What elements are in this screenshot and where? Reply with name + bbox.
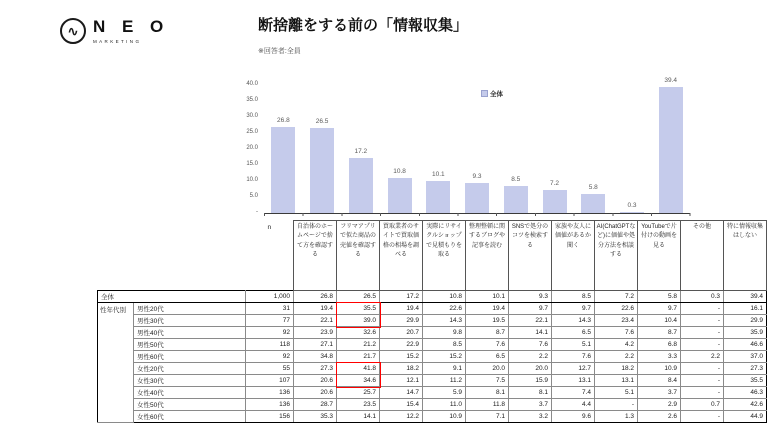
table-cell: 0.3 <box>681 291 724 303</box>
table-cell: 20.0 <box>466 363 509 375</box>
table-cell: 26.5 <box>337 291 380 303</box>
option-column-header: YouTubeで片付けの動画を見る <box>638 221 681 291</box>
table-cell: 3.3 <box>638 351 681 363</box>
table-cell: 9.3 <box>509 291 552 303</box>
table-row <box>98 399 767 411</box>
chart-plot <box>264 76 690 214</box>
table-cell: 18.2 <box>380 363 423 375</box>
bar-value-label: 0.3 <box>627 202 637 210</box>
table-row <box>98 387 767 399</box>
table-row <box>98 339 767 351</box>
table-cell: 22.6 <box>595 303 638 315</box>
bar-slot <box>303 85 342 213</box>
bar <box>349 158 373 213</box>
table-cell: 7.5 <box>466 375 509 387</box>
page-title: 断捨離をする前の「情報収集」 <box>258 17 469 34</box>
table-cell: 28.7 <box>294 399 337 411</box>
bar-slot <box>341 85 380 213</box>
table-cell: 29.9 <box>724 315 767 327</box>
row-label: 男性30代 <box>134 315 246 327</box>
logo-text <box>93 18 169 44</box>
table-row <box>98 291 767 303</box>
table-cell: 14.1 <box>509 327 552 339</box>
row-label: 全体 <box>98 291 246 303</box>
table-cell: 14.1 <box>337 411 380 423</box>
table-cell: 7.6 <box>552 351 595 363</box>
table-cell: 18.2 <box>595 363 638 375</box>
table-cell: 34.6 <box>337 375 380 387</box>
table-cell: 6.5 <box>466 351 509 363</box>
table-cell: 3.7 <box>509 399 552 411</box>
table-cell: 2.6 <box>638 411 681 423</box>
table-cell: 41.8 <box>337 363 380 375</box>
row-label: 男性60代 <box>134 351 246 363</box>
table-row <box>98 351 767 363</box>
bar-slot <box>574 85 613 213</box>
bar-value-label: 26.8 <box>277 117 290 125</box>
bar-value-label: 17.2 <box>354 147 368 155</box>
table-cell: 12.7 <box>552 363 595 375</box>
row-label: 女性40代 <box>134 387 246 399</box>
row-label: 男性40代 <box>134 327 246 339</box>
table-row <box>98 411 767 423</box>
table-cell: 32.6 <box>337 327 380 339</box>
table-cell: 22.1 <box>294 315 337 327</box>
table-cell: 4.4 <box>552 399 595 411</box>
table-cell: 2.2 <box>681 351 724 363</box>
table-cell: 21.7 <box>337 351 380 363</box>
table-cell: 22.9 <box>380 339 423 351</box>
table-cell: - <box>681 411 724 423</box>
table-cell: - <box>681 303 724 315</box>
table-cell: 7.1 <box>466 411 509 423</box>
table-cell: 15.2 <box>380 351 423 363</box>
table-cell: 9.8 <box>423 327 466 339</box>
y-tick-label: 20.0 <box>246 145 258 151</box>
group-label: 性年代別 <box>98 303 134 423</box>
table-cell: 35.5 <box>337 303 380 315</box>
y-tick-label: - <box>256 209 258 215</box>
table-cell: 7.2 <box>595 291 638 303</box>
table-cell: 46.3 <box>724 387 767 399</box>
y-tick-label: 35.0 <box>246 97 258 103</box>
n-value: 77 <box>246 315 294 327</box>
table-cell: 21.2 <box>337 339 380 351</box>
bar <box>504 186 528 213</box>
option-column-header: 買取業者のサイトで買取価格の相場を調べる <box>380 221 423 291</box>
table-cell: 10.1 <box>466 291 509 303</box>
logo-name: N E O <box>93 17 170 36</box>
table-cell: - <box>681 363 724 375</box>
table-cell: 12.1 <box>380 375 423 387</box>
bar-value-label: 5.8 <box>588 184 598 192</box>
table-row <box>98 363 767 375</box>
n-value: 31 <box>246 303 294 315</box>
table-cell: 15.9 <box>509 375 552 387</box>
data-table <box>97 220 767 423</box>
table-cell: 19.4 <box>380 303 423 315</box>
legend-label: 全体 <box>490 91 503 98</box>
table-cell: 22.6 <box>423 303 466 315</box>
table-cell: 23.5 <box>337 399 380 411</box>
table-cell: 44.9 <box>724 411 767 423</box>
n-value: 55 <box>246 363 294 375</box>
table-cell: 9.1 <box>423 363 466 375</box>
row-label: 女性30代 <box>134 375 246 387</box>
table-cell: 11.8 <box>466 399 509 411</box>
table-cell: 23.4 <box>595 315 638 327</box>
table-row <box>98 375 767 387</box>
table-cell: 29.9 <box>380 315 423 327</box>
bar-slot <box>613 85 652 213</box>
table-cell: 8.5 <box>423 339 466 351</box>
bar <box>310 128 334 213</box>
bar <box>465 183 489 213</box>
table-cell: - <box>681 327 724 339</box>
header-blank <box>98 221 246 291</box>
table-cell: 5.1 <box>595 387 638 399</box>
table-cell: 35.5 <box>724 375 767 387</box>
row-label: 男性20代 <box>134 303 246 315</box>
n-value: 92 <box>246 351 294 363</box>
bar-slot <box>458 85 497 213</box>
table-cell: 3.2 <box>509 411 552 423</box>
y-tick-label: 40.0 <box>246 81 258 87</box>
n-value: 118 <box>246 339 294 351</box>
logo-wave-glyph: ∿ <box>67 22 79 39</box>
bar-value-label: 7.2 <box>549 179 560 187</box>
table-cell: - <box>681 387 724 399</box>
table-cell: 13.1 <box>552 375 595 387</box>
logo-subtitle: MARKETING <box>93 38 142 44</box>
n-column-header: n <box>246 221 294 291</box>
table-cell: 2.2 <box>595 351 638 363</box>
n-value: 1,000 <box>246 291 294 303</box>
table-cell: 16.1 <box>724 303 767 315</box>
option-column-header: 整理整頓に関するブログや記事を読む <box>466 221 509 291</box>
table-cell: - <box>681 375 724 387</box>
table-cell: 19.4 <box>294 303 337 315</box>
table-cell: 15.4 <box>380 399 423 411</box>
table-cell: 20.0 <box>509 363 552 375</box>
row-label: 女性60代 <box>134 411 246 423</box>
bar-value-label: 8.5 <box>511 175 521 183</box>
bar-slot <box>419 85 458 213</box>
bar <box>388 178 412 213</box>
option-column-header: フリマアプリで似た商品の売値を確認する <box>337 221 380 291</box>
table-cell: 0.7 <box>681 399 724 411</box>
data-table-wrap <box>97 220 767 423</box>
table-cell: 8.5 <box>552 291 595 303</box>
table-cell: 20.7 <box>380 327 423 339</box>
y-tick-label: 30.0 <box>246 113 258 119</box>
table-cell: 5.1 <box>552 339 595 351</box>
bar <box>426 181 450 213</box>
bar-slot <box>535 85 574 213</box>
table-cell: 10.4 <box>638 315 681 327</box>
table-cell: 6.5 <box>552 327 595 339</box>
chart-legend <box>482 89 503 98</box>
table-cell: 14.3 <box>423 315 466 327</box>
table-cell: 25.7 <box>337 387 380 399</box>
table-row <box>98 327 767 339</box>
bar-slot <box>380 85 419 213</box>
table-cell: 8.4 <box>638 375 681 387</box>
table-cell: 9.6 <box>552 411 595 423</box>
table-cell: 39.4 <box>724 291 767 303</box>
table-cell: - <box>681 339 724 351</box>
option-column-header: SNSで処分のコツを検索する <box>509 221 552 291</box>
table-cell: 10.9 <box>423 411 466 423</box>
table-cell: 35.9 <box>724 327 767 339</box>
table-cell: 2.2 <box>509 351 552 363</box>
table-cell: 6.8 <box>638 339 681 351</box>
table-cell: 12.2 <box>380 411 423 423</box>
table-cell: 10.8 <box>423 291 466 303</box>
bar-slot <box>651 76 690 213</box>
neo-marketing-logo <box>60 18 169 44</box>
table-cell: 7.6 <box>595 327 638 339</box>
table-cell: 8.7 <box>466 327 509 339</box>
table-cell: 27.3 <box>294 363 337 375</box>
n-value: 107 <box>246 375 294 387</box>
table-cell: 17.2 <box>380 291 423 303</box>
table-cell: 8.1 <box>466 387 509 399</box>
chart-y-axis <box>238 81 260 215</box>
y-tick-label: 15.0 <box>246 161 258 167</box>
table-cell: 1.3 <box>595 411 638 423</box>
y-tick-label: 5.0 <box>249 193 258 199</box>
table-cell: 2.9 <box>638 399 681 411</box>
option-column-header: 家族や友人に価値があるか聞く <box>552 221 595 291</box>
respondents-note: ※回答者:全員 <box>258 48 301 55</box>
table-cell: 7.4 <box>552 387 595 399</box>
table-cell: 11.0 <box>423 399 466 411</box>
option-column-header: AI(ChatGPTなど)に価値や処分方法を相談する <box>595 221 638 291</box>
table-row <box>98 303 767 315</box>
bar-value-label: 9.3 <box>472 173 482 181</box>
table-cell: 3.7 <box>638 387 681 399</box>
table-cell: 39.0 <box>337 315 380 327</box>
n-value: 136 <box>246 399 294 411</box>
option-column-header: 実際にリサイクルショップで見積もりを取る <box>423 221 466 291</box>
table-cell: 15.2 <box>423 351 466 363</box>
table-cell: 20.6 <box>294 375 337 387</box>
table-cell: 19.4 <box>466 303 509 315</box>
table-cell: 26.8 <box>294 291 337 303</box>
table-cell: 22.1 <box>509 315 552 327</box>
table-cell: 7.6 <box>466 339 509 351</box>
table-cell: 34.8 <box>294 351 337 363</box>
chart-x-axis-ticks <box>264 213 691 216</box>
logo-wave-icon <box>60 18 86 44</box>
table-cell: 5.9 <box>423 387 466 399</box>
n-value: 156 <box>246 411 294 423</box>
table-cell: - <box>681 315 724 327</box>
table-cell: 13.1 <box>595 375 638 387</box>
table-cell: 11.2 <box>423 375 466 387</box>
table-cell: 35.3 <box>294 411 337 423</box>
n-value: 136 <box>246 387 294 399</box>
table-cell: 27.1 <box>294 339 337 351</box>
legend-marker-icon <box>482 91 487 96</box>
bar <box>581 194 605 213</box>
table-cell: 7.6 <box>509 339 552 351</box>
bar <box>543 190 567 213</box>
table-cell: 19.5 <box>466 315 509 327</box>
bar-slot <box>264 85 303 213</box>
table-cell: 8.7 <box>638 327 681 339</box>
bar-value-label: 10.8 <box>393 168 406 176</box>
table-cell: 20.6 <box>294 387 337 399</box>
bar <box>659 87 683 213</box>
bar-value-label: 39.4 <box>664 76 678 84</box>
option-column-header: 特に情報収集はしない <box>724 221 767 291</box>
option-column-header: その他 <box>681 221 724 291</box>
table-cell: 37.0 <box>724 351 767 363</box>
bar-value-label: 26.5 <box>315 118 329 126</box>
table-row <box>98 315 767 327</box>
table-cell: 5.8 <box>638 291 681 303</box>
table-cell: 42.6 <box>724 399 767 411</box>
option-column-header: 自治体のホームページで捨て方を確認する <box>294 221 337 291</box>
row-label: 女性50代 <box>134 399 246 411</box>
table-cell: 23.9 <box>294 327 337 339</box>
table-cell: 14.7 <box>380 387 423 399</box>
bar-value-label: 10.1 <box>431 170 445 178</box>
table-cell: 14.3 <box>552 315 595 327</box>
table-cell: 9.7 <box>509 303 552 315</box>
table-cell: 27.3 <box>724 363 767 375</box>
n-value: 92 <box>246 327 294 339</box>
row-label: 男性50代 <box>134 339 246 351</box>
row-label: 女性20代 <box>134 363 246 375</box>
table-cell: 4.2 <box>595 339 638 351</box>
bar <box>271 127 295 213</box>
bar-slot <box>496 85 535 213</box>
table-cell: 8.1 <box>509 387 552 399</box>
bar-chart <box>238 76 698 215</box>
table-cell: 10.9 <box>638 363 681 375</box>
table-cell: 9.7 <box>638 303 681 315</box>
table-cell: 9.7 <box>552 303 595 315</box>
y-tick-label: 25.0 <box>246 129 258 135</box>
table-cell: - <box>595 399 638 411</box>
table-cell: 46.6 <box>724 339 767 351</box>
y-tick-label: 10.0 <box>246 177 258 183</box>
